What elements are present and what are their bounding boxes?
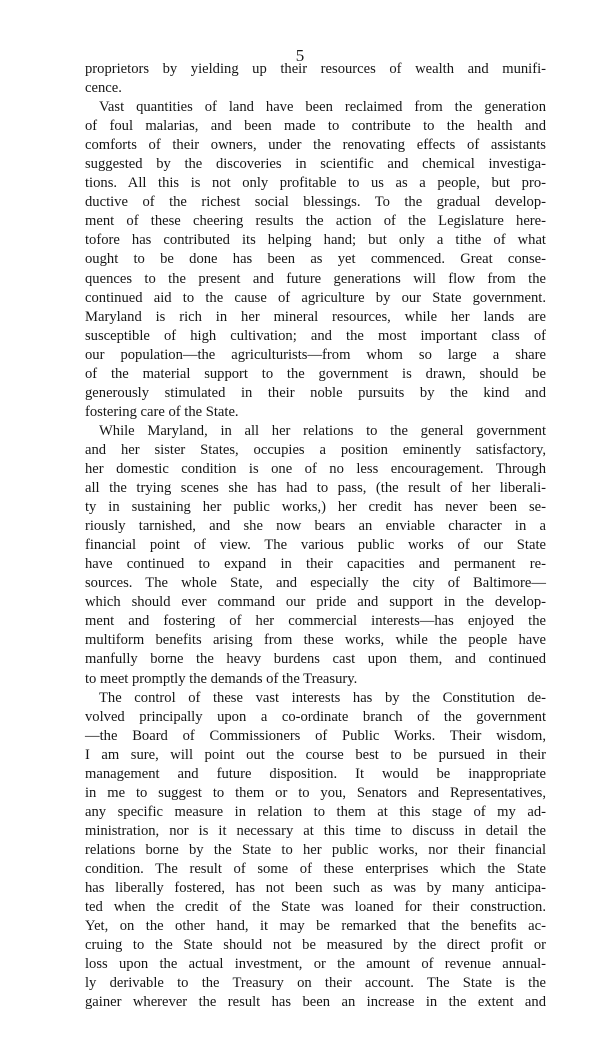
text-line: to meet promptly the demands of the Treasury. (85, 670, 358, 687)
text-line: riously tarnished, and she now bears an enviable character in a (85, 518, 546, 535)
text-line: susceptible of high cultivation; and the most important class of (85, 327, 546, 344)
text-line: cruing to the State should not be measured by the direct profit or (85, 937, 546, 954)
text-line: all the trying scenes she has had to pass, (the result of her liberali- (85, 480, 546, 497)
text-line: have continued to expand in their capacities and permanent re- (85, 556, 546, 573)
text-line: —the Board of Commissioners of Public Works. Their wisdom, (85, 727, 546, 744)
text-line: our population—the agriculturists—from whom so large a share (85, 346, 546, 363)
text-line: gainer wherever the result has been an increase in the extent and (85, 994, 546, 1011)
text-line: ted when the credit of the State was loaned for their construction. (85, 899, 546, 916)
text-line: fostering care of the State. (85, 403, 239, 420)
body-text (85, 60, 546, 1012)
text-line: her domestic condition is one of no less encouragement. Through (85, 460, 546, 477)
text-line: continued aid to the cause of agriculture by our State government. (85, 289, 546, 306)
text-line: multiform benefits arising from these works, while the people have (85, 632, 546, 649)
text-line: has liberally fostered, has not been such as was by many anticipa- (85, 880, 546, 897)
text-line: ty in sustaining her public works,) her credit has never been se- (85, 499, 546, 516)
text-line: tions. All this is not only profitable to us as a people, but pro- (85, 175, 546, 192)
text-line: I am sure, will point out the course best to be pursued in their (85, 746, 546, 763)
text-line: proprietors by yielding up their resources of wealth and munifi- (85, 61, 546, 77)
text-line: condition. The result of some of these enterprises which the State (85, 860, 546, 877)
text-line: The control of these vast interests has by the Constitution de- (99, 689, 546, 706)
text-line: Maryland is rich in her mineral resources, while her lands are (85, 308, 546, 325)
text-line: cence. (85, 80, 122, 97)
text-line: ment of these cheering results the action of the Legislature here- (85, 213, 546, 230)
text-line: tofore has contributed its helping hand; but only a tithe of what (85, 232, 546, 249)
text-line: relations borne by the State to her public works, nor their financial (85, 841, 546, 858)
text-line: in me to suggest to them or to you, Senators and Representatives, (85, 784, 546, 801)
text-line: comforts of their owners, under the renovating effects of assistants (85, 137, 546, 154)
text-line: loss upon the actual investment, or the amount of revenue annual- (85, 956, 546, 973)
page-number: 5 (295, 46, 305, 65)
text-line: volved principally upon a co-ordinate branch of the government (85, 708, 546, 725)
text-line: generously stimulated in their noble pursuits by the kind and (85, 384, 546, 401)
text-line: Yet, on the other hand, it may be remarked that the benefits ac- (85, 918, 546, 935)
text-line: of foul malarias, and been made to contribute to the health and (85, 118, 546, 135)
text-line: ment and fostering of her commercial interests—has enjoyed the (85, 613, 546, 630)
text-line: of the material support to the government is drawn, should be (85, 365, 546, 382)
text-line: ductive of the richest social blessings. To the gradual develop- (85, 194, 546, 211)
text-line: While Maryland, in all her relations to the general government (99, 422, 546, 439)
text-line: ly derivable to the Treasury on their account. The State is the (85, 975, 546, 992)
text-line: management and future disposition. It would be inappropriate (85, 765, 546, 782)
text-line: any specific measure in relation to them at this stage of my ad- (85, 803, 546, 820)
text-line: ministration, nor is it necessary at this time to discuss in detail the (85, 822, 546, 839)
text-line: quences to the present and future generations will flow from the (85, 270, 546, 287)
text-line: suggested by the discoveries in scientific and chemical investiga- (85, 156, 546, 173)
text-line: manfully borne the heavy burdens cast upon them, and continued (85, 651, 546, 668)
text-line: financial point of view. The various public works of our State (85, 537, 546, 554)
text-line: Vast quantities of land have been reclaimed from the generation (99, 99, 546, 116)
text-line: which should ever command our pride and support in the develop- (85, 594, 546, 611)
text-line: sources. The whole State, and especially the city of Baltimore— (85, 575, 546, 592)
text-line: and her sister States, occupies a position eminently satisfactory, (85, 441, 546, 458)
text-line: ought to be done has been as yet commenced. Great conse- (85, 251, 546, 268)
